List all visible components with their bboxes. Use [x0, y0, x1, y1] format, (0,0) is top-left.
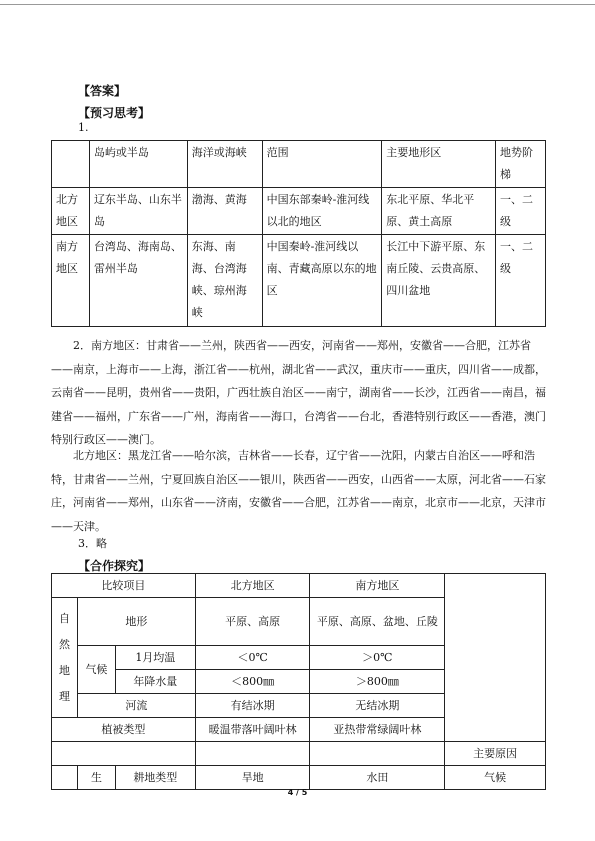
- river-label: 河流: [77, 694, 195, 718]
- table-cell: 长江中下游平原、东南丘陵、云贵高原、四川盆地: [382, 235, 496, 327]
- natural-geography-label: 自然地理: [52, 598, 78, 718]
- answer-heading: 【答案】: [78, 84, 127, 98]
- table-cell: 气候: [445, 766, 546, 790]
- table-row: [52, 235, 546, 327]
- sheng-label: 生: [77, 766, 115, 790]
- table-cell: 南方地区: [52, 235, 90, 327]
- header-cell: 海洋或海峡: [187, 141, 262, 188]
- january-temp-label: 1月均温: [115, 646, 195, 670]
- coop-heading: 【合作探究】: [78, 559, 151, 573]
- table-cell: 亚热带常绿阔叶林: [310, 718, 445, 742]
- empty-cell: [52, 742, 196, 766]
- table-header-row: [52, 141, 546, 188]
- empty-cell: [195, 742, 310, 766]
- table-row: [52, 766, 546, 790]
- table-cell: 东北平原、华北平原、黄土高原: [382, 188, 496, 235]
- table-cell: 暖温带落叶阔叶林: [195, 718, 310, 742]
- table-row: [52, 188, 546, 235]
- header-cell: 岛屿或半岛: [89, 141, 187, 188]
- main-reason-header: 主要原因: [445, 742, 546, 766]
- table-cell: ＞0℃: [310, 646, 445, 670]
- item-3: 3．略: [78, 537, 107, 550]
- table-cell: ＞800㎜: [310, 670, 445, 694]
- table-cell: 辽东半岛、山东半岛: [89, 188, 187, 235]
- header-cell: 地势阶梯: [496, 141, 546, 188]
- regions-table: [51, 140, 546, 327]
- page-number: 4 / 5: [287, 788, 308, 797]
- table-row: [52, 742, 546, 766]
- table-cell: 一、二级: [496, 235, 546, 327]
- preview-heading: 【预习思考】: [78, 106, 151, 120]
- table-cell: 东海、南海、台湾海峡、琼州海峡: [187, 235, 262, 327]
- table-cell: 台湾岛、海南岛、雷州半岛: [89, 235, 187, 327]
- farmland-type-label: 耕地类型: [115, 766, 195, 790]
- empty-cell: [52, 766, 78, 790]
- table-cell: 中国秦岭-淮河线以南、青藏高原以东的地区: [262, 235, 382, 327]
- table-cell: 平原、高原、盆地、丘陵: [310, 598, 445, 646]
- header-north: 北方地区: [195, 574, 310, 598]
- header-cell: 主要地形区: [382, 141, 496, 188]
- table-cell: 中国东部秦岭-淮河线以北的地区: [262, 188, 382, 235]
- page-top-rule: [0, 4, 595, 5]
- comparison-table: [51, 573, 546, 790]
- header-compare-item: 比较项目: [52, 574, 196, 598]
- table-cell: 渤海、黄海: [187, 188, 262, 235]
- table-cell: 水田: [310, 766, 445, 790]
- empty-cell: [445, 574, 546, 742]
- table-cell: 旱地: [195, 766, 310, 790]
- vegetation-label: 植被类型: [52, 718, 196, 742]
- empty-cell: [310, 742, 445, 766]
- table-cell: 无结冰期: [310, 694, 445, 718]
- table-cell: ＜0℃: [195, 646, 310, 670]
- header-cell: [52, 141, 90, 188]
- annual-rainfall-label: 年降水量: [115, 670, 195, 694]
- terrain-label: 地形: [77, 598, 195, 646]
- header-south: 南方地区: [310, 574, 445, 598]
- table-header-row: [52, 574, 546, 598]
- table-cell: ＜800㎜: [195, 670, 310, 694]
- item-1-number: 1.: [78, 121, 89, 134]
- header-cell: 范围: [262, 141, 382, 188]
- table-cell: 平原、高原: [195, 598, 310, 646]
- table-cell: 北方地区: [52, 188, 90, 235]
- table-cell: 一、二级: [496, 188, 546, 235]
- climate-label: 气候: [77, 646, 115, 694]
- table-cell: 有结冰期: [195, 694, 310, 718]
- north-capitals-paragraph: 北方地区：黑龙江省——哈尔滨，吉林省——长春，辽宁省——沈阳，内蒙古自治区——呼和浩特，甘肃省——兰州，宁夏回族自治区——银川，陕西省——西安，山西省——太原，河北省——石家庄，河南省——郑州，山东省——济南，安徽省——合肥，江苏省——南京，北京市——北京，天津市——天津。: [51, 449, 546, 533]
- south-capitals-paragraph: 2．南方地区：甘肃省——兰州，陕西省——西安，河南省——郑州，安徽省——合肥，江苏省——南京，上海市——上海，浙江省——杭州，湖北省——武汉，重庆市——重庆，四川省——成都，云南省——昆明，贵州省——贵阳，广西壮族自治区——南宁，湖南省——长沙，江西省——南昌，福建省——福州，广东省——广州，海南省——海口，台湾省——台北，香港特别行政区——香港，澳门特别行政区——澳门。: [51, 339, 546, 446]
